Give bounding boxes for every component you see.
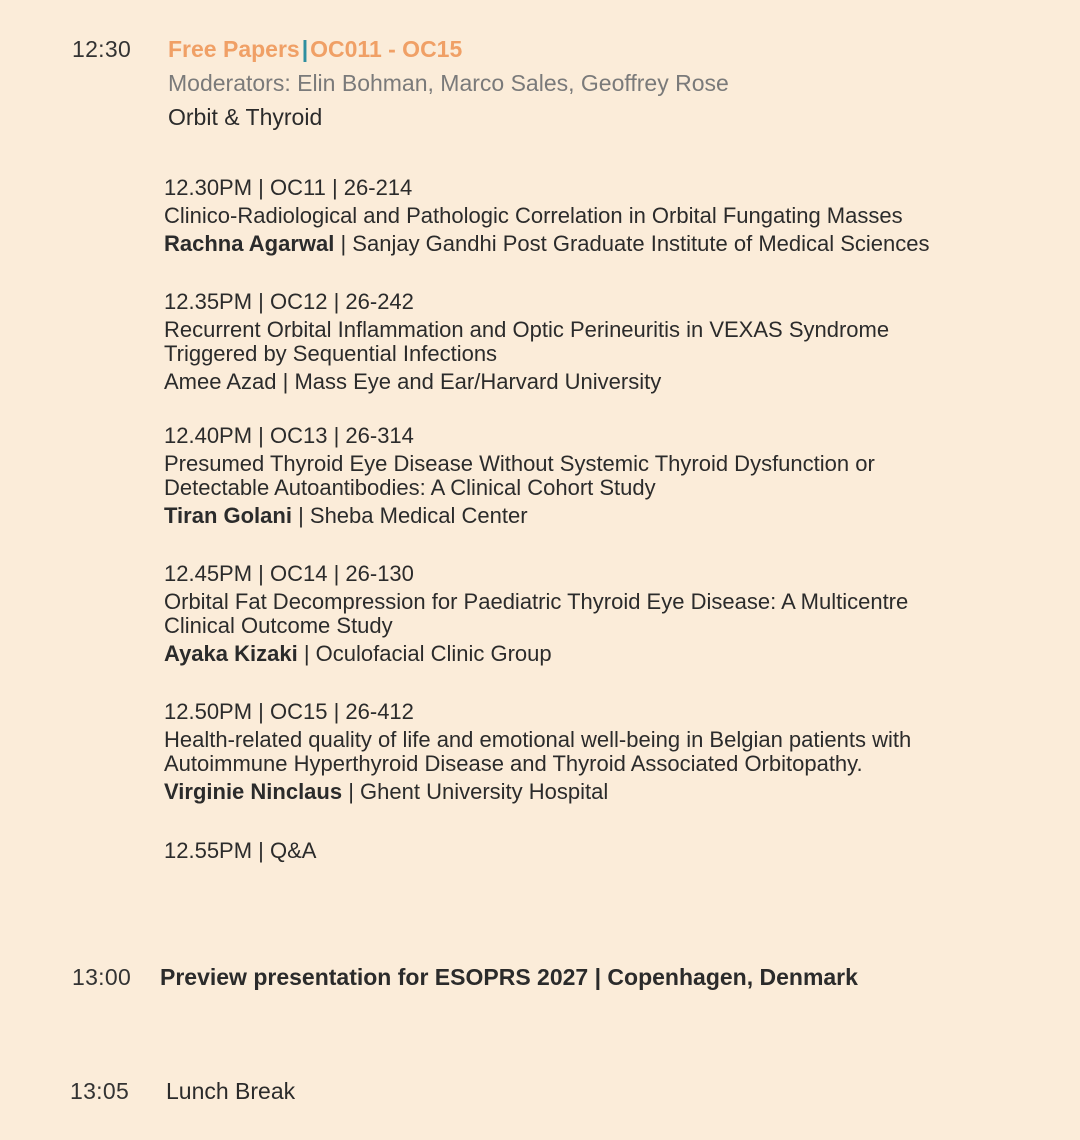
paper-title: Health-related quality of life and emotional well-being in Belgian patients with Autoimmune Hyperthyroid Disease and Thyroid Associated Orbitopathy. — [164, 727, 912, 776]
paper-meta: 12.45PM | OC14 | 26-130 — [164, 561, 414, 586]
paper-affiliation: | Sheba Medical Center — [291, 503, 528, 528]
paper-title: Recurrent Orbital Inflammation and Optic Perineuritis in VEXAS Syndrome Triggered by Sequential Infections — [164, 317, 890, 366]
track-name: Orbit & Thyroid — [168, 104, 323, 130]
paper-title: Presumed Thyroid Eye Disease Without Systemic Thyroid Dysfunction or Detectable Autoantibodies: A Clinical Cohort Study — [164, 451, 875, 500]
session-title — [168, 36, 462, 63]
paper-meta: 12.40PM | OC13 | 26-314 — [164, 423, 414, 448]
paper-author-line — [164, 504, 875, 528]
paper-item — [164, 700, 911, 804]
paper-affiliation: Amee Azad | Mass Eye and Ear/Harvard University — [164, 369, 662, 394]
preview-time: 13:00 — [72, 964, 132, 990]
paper-affiliation: | Ghent University Hospital — [342, 779, 609, 804]
paper-title: Clinico-Radiological and Pathologic Correlation in Orbital Fungating Masses — [164, 203, 903, 228]
session-code-range: OC011 - OC15 — [310, 36, 463, 62]
session-time: 12:30 — [72, 36, 132, 62]
paper-author-line — [164, 232, 930, 256]
lunch-time: 13:05 — [70, 1078, 130, 1104]
moderators-line: Moderators: Elin Bohman, Marco Sales, Geoffrey Rose — [168, 70, 729, 96]
paper-author: Virginie Ninclaus — [164, 779, 343, 804]
paper-author: Tiran Golani — [164, 503, 292, 528]
paper-meta: 12.50PM | OC15 | 26-412 — [164, 699, 414, 724]
paper-title: Orbital Fat Decompression for Paediatric Thyroid Eye Disease: A Multicentre Clinical Outcome Study — [164, 589, 909, 638]
paper-item — [164, 424, 875, 528]
paper-affiliation: | Sanjay Gandhi Post Graduate Institute of Medical Sciences — [334, 231, 930, 256]
lunch-title: Lunch Break — [166, 1078, 296, 1104]
paper-author: Rachna Agarwal — [164, 231, 335, 256]
paper-author-line — [164, 780, 911, 804]
paper-author: Ayaka Kizaki — [164, 641, 298, 666]
preview-title: Preview presentation for ESOPRS 2027 | Copenhagen, Denmark — [160, 964, 858, 990]
paper-affiliation: | Oculofacial Clinic Group — [297, 641, 552, 666]
paper-meta: 12.35PM | OC12 | 26-242 — [164, 289, 414, 314]
paper-meta: 12.30PM | OC11 | 26-214 — [164, 175, 413, 200]
session-title-label: Free Papers — [168, 36, 300, 62]
paper-item — [164, 562, 908, 666]
qa-item: 12.55PM | Q&A — [164, 838, 317, 863]
session-title-separator: | — [301, 36, 309, 62]
paper-author-line — [164, 370, 889, 394]
paper-item — [164, 290, 889, 394]
paper-author-line — [164, 642, 908, 666]
paper-item — [164, 176, 930, 256]
